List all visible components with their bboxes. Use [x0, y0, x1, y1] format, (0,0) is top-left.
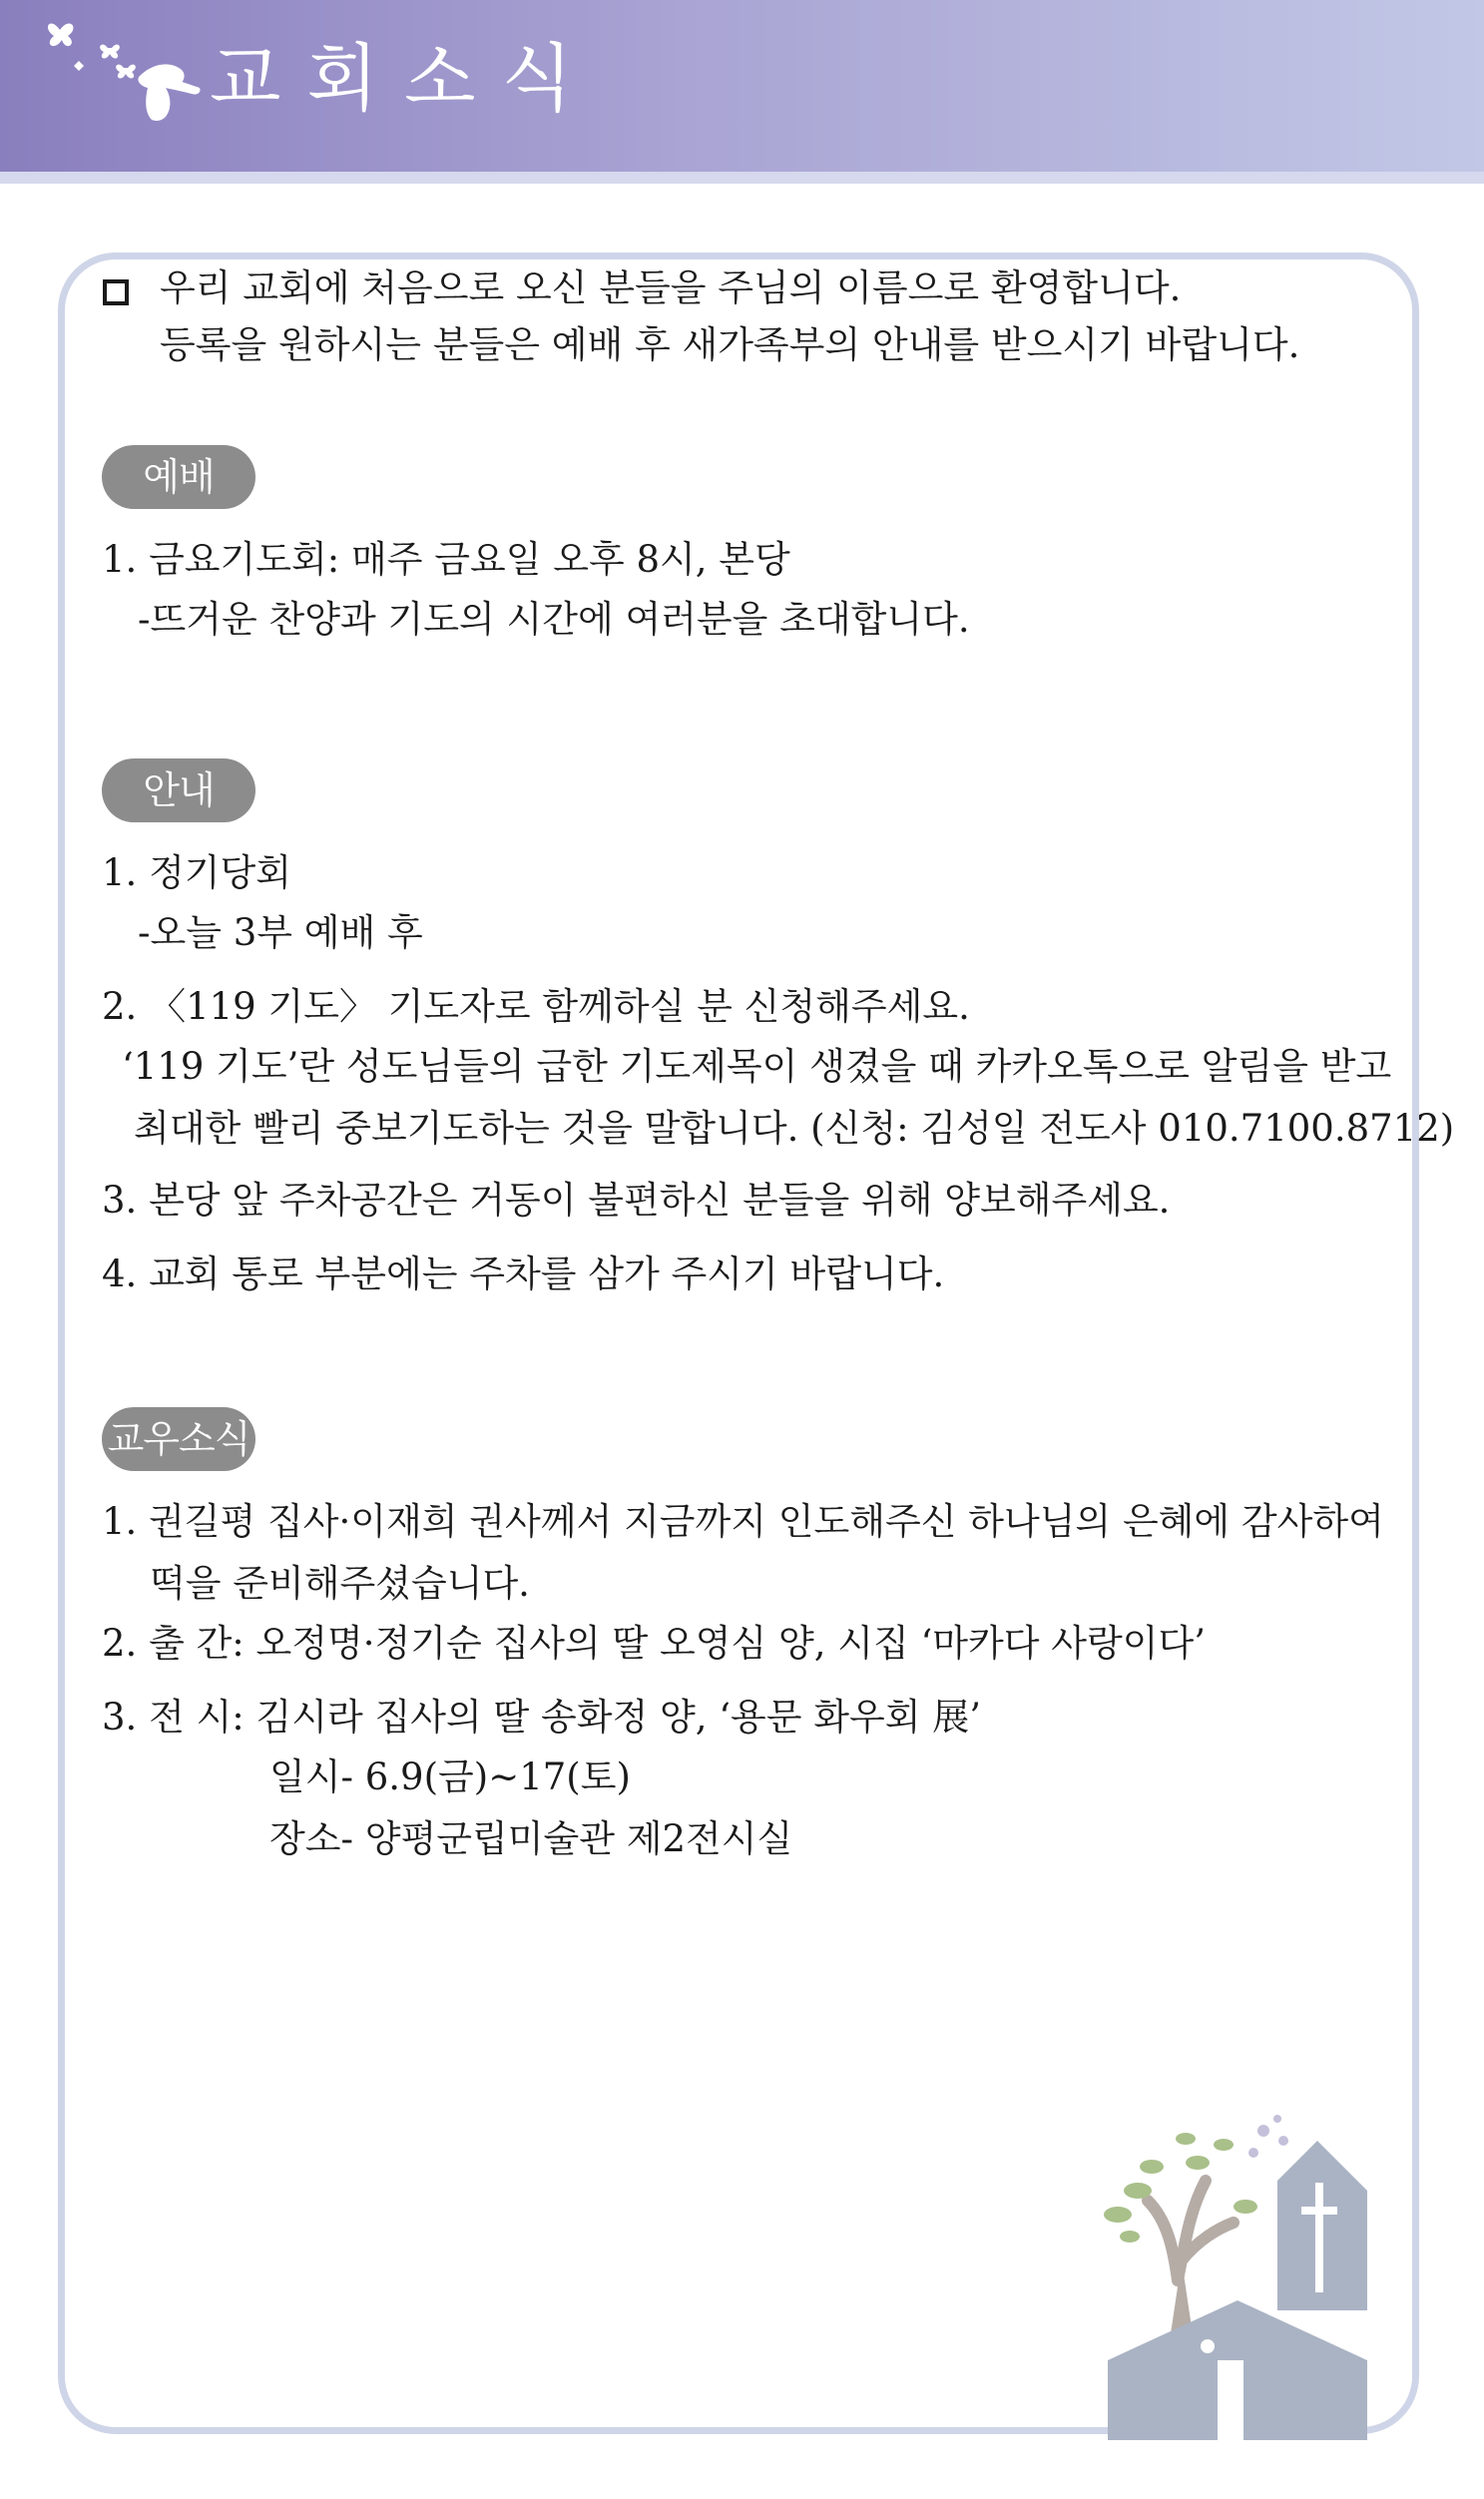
checkbox-icon — [103, 279, 129, 305]
butterflies-icon — [40, 8, 215, 133]
section-label-members: 교우소식 — [102, 1407, 255, 1471]
notice-item-1-detail: -오늘 3부 예배 후 — [138, 911, 423, 954]
worship-item-1: 1. 금요기도회: 매주 금요일 오후 8시, 본당 — [102, 538, 790, 581]
members-item-3-place: 장소- 양평군립미술관 제2전시실 — [269, 1817, 793, 1860]
page-title: 교회소식 — [210, 36, 599, 122]
members-item-1-line-2: 떡을 준비해주셨습니다. — [150, 1562, 530, 1605]
worship-item-1-detail: -뜨거운 찬양과 기도의 시간에 여러분을 초대합니다. — [138, 598, 970, 641]
section-label-worship: 예배 — [102, 445, 255, 509]
notice-item-4: 4. 교회 통로 부분에는 주차를 삼가 주시기 바랍니다. — [102, 1252, 945, 1295]
section-label-notice: 안내 — [102, 758, 255, 822]
church-tree-icon — [1078, 2111, 1387, 2440]
welcome-line-1: 우리 교회에 처음으로 오신 분들을 주님의 이름으로 환영합니다. — [160, 266, 1182, 309]
header-rule — [0, 172, 1484, 184]
notice-item-3: 3. 본당 앞 주차공간은 거동이 불편하신 분들을 위해 양보해주세요. — [102, 1179, 1171, 1222]
notice-item-2-line-3: 최대한 빨리 중보기도하는 것을 말합니다. (신청: 김성일 전도사 010.7100.8712) — [134, 1107, 1455, 1150]
members-item-3-date: 일시- 6.9(금)~17(토) — [269, 1755, 631, 1798]
members-item-3: 3. 전 시: 김시라 집사의 딸 송화정 양, ‘용문 화우회 展’ — [102, 1696, 982, 1739]
members-item-2: 2. 출 간: 오정명·정기순 집사의 딸 오영심 양, 시집 ‘마카다 사랑이다’ — [102, 1622, 1206, 1665]
welcome-line-2: 등록을 원하시는 분들은 예배 후 새가족부의 안내를 받으시기 바랍니다. — [160, 323, 1300, 366]
notice-item-2-line-2: ‘119 기도’란 성도님들의 급한 기도제목이 생겼을 때 카카오톡으로 알림을 받고 — [122, 1045, 1392, 1088]
members-item-1: 1. 권길평 집사·이재희 권사께서 지금까지 인도해주신 하나님의 은혜에 감사하여 — [102, 1500, 1384, 1543]
notice-item-1: 1. 정기당회 — [102, 851, 292, 894]
notice-item-2: 2. 〈119 기도〉 기도자로 함께하실 분 신청해주세요. — [102, 985, 970, 1028]
